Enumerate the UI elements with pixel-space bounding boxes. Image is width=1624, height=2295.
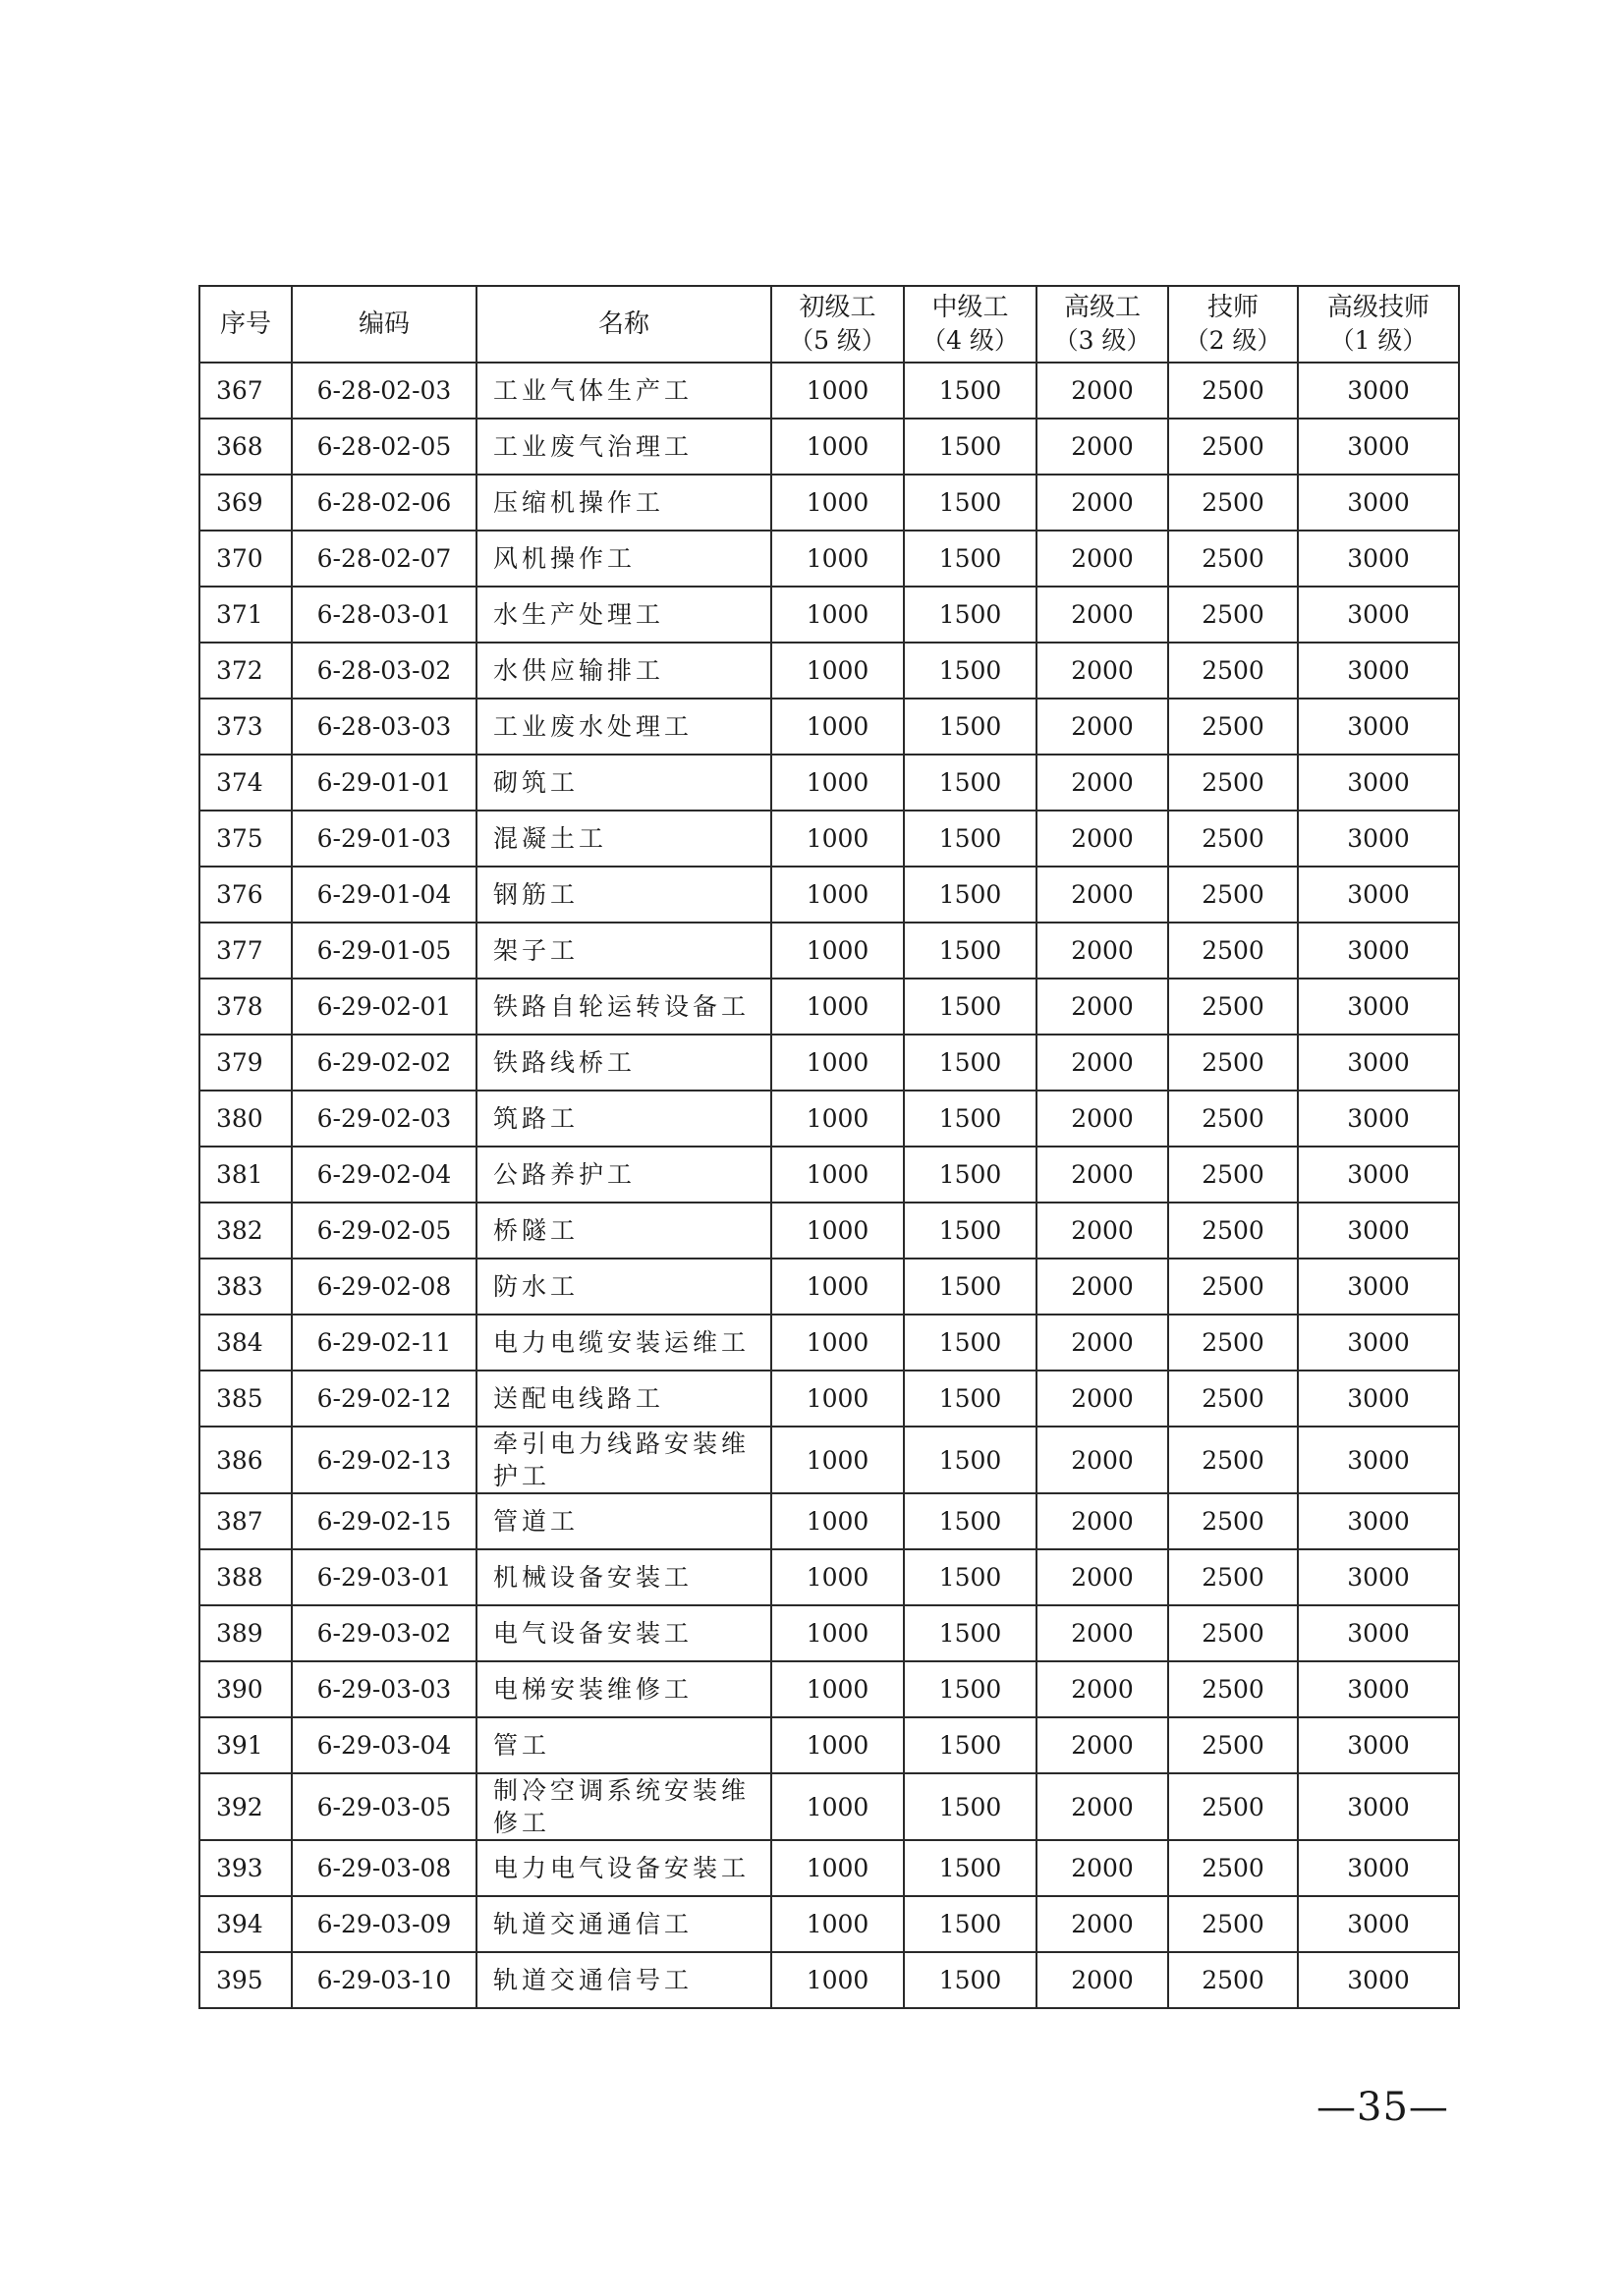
cell-level-1: 3000 (1298, 1493, 1459, 1549)
cell-level-5: 1000 (771, 1717, 904, 1773)
cell-level-3: 2000 (1036, 699, 1168, 755)
cell-code: 6-29-02-13 (292, 1427, 476, 1493)
cell-level-4: 1500 (904, 1840, 1036, 1896)
cell-code: 6-29-03-10 (292, 1952, 476, 2008)
cell-index: 367 (199, 363, 292, 419)
cell-level-4: 1500 (904, 867, 1036, 923)
table-row (199, 643, 1459, 699)
cell-name: 桥隧工 (476, 1203, 771, 1259)
table-row (199, 1493, 1459, 1549)
cell-level-1: 3000 (1298, 1427, 1459, 1493)
cell-index: 381 (199, 1147, 292, 1203)
cell-code: 6-29-03-05 (292, 1773, 476, 1840)
cell-code: 6-29-01-04 (292, 867, 476, 923)
table-row (199, 1147, 1459, 1203)
cell-index: 385 (199, 1371, 292, 1427)
cell-level-2: 2500 (1168, 1840, 1298, 1896)
cell-level-1: 3000 (1298, 1605, 1459, 1661)
cell-level-4: 1500 (904, 1091, 1036, 1147)
cell-level-1: 3000 (1298, 587, 1459, 643)
header-level-2: 技师 （2 级） (1168, 286, 1298, 363)
cell-code: 6-28-03-01 (292, 587, 476, 643)
table-body (199, 363, 1459, 2008)
cell-name: 水供应输排工 (476, 643, 771, 699)
cell-index: 393 (199, 1840, 292, 1896)
cell-level-5: 1000 (771, 475, 904, 531)
cell-level-5: 1000 (771, 1549, 904, 1605)
cell-level-1: 3000 (1298, 1773, 1459, 1840)
cell-level-1: 3000 (1298, 1315, 1459, 1371)
cell-level-4: 1500 (904, 475, 1036, 531)
cell-name: 砌筑工 (476, 755, 771, 811)
cell-level-5: 1000 (771, 923, 904, 979)
cell-code: 6-28-02-06 (292, 475, 476, 531)
cell-level-3: 2000 (1036, 531, 1168, 587)
cell-level-3: 2000 (1036, 923, 1168, 979)
cell-level-5: 1000 (771, 1661, 904, 1717)
cell-level-2: 2500 (1168, 979, 1298, 1035)
cell-level-4: 1500 (904, 979, 1036, 1035)
cell-level-2: 2500 (1168, 1147, 1298, 1203)
cell-level-2: 2500 (1168, 1952, 1298, 2008)
cell-level-2: 2500 (1168, 699, 1298, 755)
cell-code: 6-29-03-01 (292, 1549, 476, 1605)
cell-name: 防水工 (476, 1259, 771, 1315)
cell-level-2: 2500 (1168, 1717, 1298, 1773)
table-row (199, 811, 1459, 867)
table-row (199, 587, 1459, 643)
cell-index: 380 (199, 1091, 292, 1147)
cell-level-3: 2000 (1036, 1371, 1168, 1427)
cell-level-1: 3000 (1298, 1840, 1459, 1896)
cell-level-3: 2000 (1036, 755, 1168, 811)
cell-name: 筑路工 (476, 1091, 771, 1147)
cell-level-5: 1000 (771, 811, 904, 867)
cell-level-5: 1000 (771, 1035, 904, 1091)
cell-level-5: 1000 (771, 531, 904, 587)
cell-level-1: 3000 (1298, 1203, 1459, 1259)
cell-index: 379 (199, 1035, 292, 1091)
cell-name: 铁路线桥工 (476, 1035, 771, 1091)
cell-level-3: 2000 (1036, 1259, 1168, 1315)
table-row (199, 1773, 1459, 1840)
cell-level-3: 2000 (1036, 1952, 1168, 2008)
cell-name: 混凝土工 (476, 811, 771, 867)
header-code: 编码 (292, 286, 476, 363)
cell-level-5: 1000 (771, 1605, 904, 1661)
cell-level-2: 2500 (1168, 1661, 1298, 1717)
cell-level-5: 1000 (771, 1371, 904, 1427)
cell-level-4: 1500 (904, 1952, 1036, 2008)
cell-level-2: 2500 (1168, 1259, 1298, 1315)
cell-index: 370 (199, 531, 292, 587)
table-row (199, 1661, 1459, 1717)
table-row (199, 1549, 1459, 1605)
cell-index: 382 (199, 1203, 292, 1259)
cell-name: 轨道交通信号工 (476, 1952, 771, 2008)
cell-level-5: 1000 (771, 755, 904, 811)
cell-code: 6-29-03-04 (292, 1717, 476, 1773)
cell-name: 机械设备安装工 (476, 1549, 771, 1605)
cell-level-2: 2500 (1168, 363, 1298, 419)
cell-level-4: 1500 (904, 419, 1036, 475)
cell-index: 369 (199, 475, 292, 531)
cell-code: 6-29-03-02 (292, 1605, 476, 1661)
cell-level-1: 3000 (1298, 1371, 1459, 1427)
cell-level-2: 2500 (1168, 531, 1298, 587)
cell-level-4: 1500 (904, 1147, 1036, 1203)
cell-level-4: 1500 (904, 1315, 1036, 1371)
cell-index: 395 (199, 1952, 292, 2008)
cell-level-4: 1500 (904, 363, 1036, 419)
cell-level-2: 2500 (1168, 1203, 1298, 1259)
cell-level-5: 1000 (771, 1091, 904, 1147)
header-index: 序号 (199, 286, 292, 363)
cell-level-4: 1500 (904, 1035, 1036, 1091)
cell-level-5: 1000 (771, 867, 904, 923)
cell-level-3: 2000 (1036, 1840, 1168, 1896)
cell-level-4: 1500 (904, 1773, 1036, 1840)
cell-level-1: 3000 (1298, 699, 1459, 755)
table-row (199, 867, 1459, 923)
cell-name: 牵引电力线路安装维护工 (476, 1427, 771, 1493)
cell-level-3: 2000 (1036, 811, 1168, 867)
cell-level-3: 2000 (1036, 475, 1168, 531)
cell-level-5: 1000 (771, 1773, 904, 1840)
cell-index: 376 (199, 867, 292, 923)
cell-code: 6-29-02-15 (292, 1493, 476, 1549)
cell-name: 电力电缆安装运维工 (476, 1315, 771, 1371)
cell-level-3: 2000 (1036, 867, 1168, 923)
cell-name: 管道工 (476, 1493, 771, 1549)
cell-level-3: 2000 (1036, 979, 1168, 1035)
cell-index: 378 (199, 979, 292, 1035)
cell-level-4: 1500 (904, 1203, 1036, 1259)
cell-level-5: 1000 (771, 1840, 904, 1896)
cell-level-4: 1500 (904, 1493, 1036, 1549)
cell-level-1: 3000 (1298, 923, 1459, 979)
cell-code: 6-29-02-02 (292, 1035, 476, 1091)
table-row (199, 755, 1459, 811)
cell-name: 架子工 (476, 923, 771, 979)
cell-code: 6-29-03-08 (292, 1840, 476, 1896)
cell-level-1: 3000 (1298, 1035, 1459, 1091)
cell-level-4: 1500 (904, 1427, 1036, 1493)
cell-name: 压缩机操作工 (476, 475, 771, 531)
cell-index: 386 (199, 1427, 292, 1493)
cell-code: 6-29-02-04 (292, 1147, 476, 1203)
cell-code: 6-29-01-05 (292, 923, 476, 979)
header-level-1: 高级技师 （1 级） (1298, 286, 1459, 363)
cell-index: 375 (199, 811, 292, 867)
cell-name: 工业废水处理工 (476, 699, 771, 755)
cell-code: 6-29-03-09 (292, 1896, 476, 1952)
table-row (199, 531, 1459, 587)
cell-code: 6-29-02-11 (292, 1315, 476, 1371)
cell-index: 388 (199, 1549, 292, 1605)
cell-index: 371 (199, 587, 292, 643)
cell-level-2: 2500 (1168, 587, 1298, 643)
cell-index: 377 (199, 923, 292, 979)
table-row (199, 1035, 1459, 1091)
cell-name: 铁路自轮运转设备工 (476, 979, 771, 1035)
cell-name: 管工 (476, 1717, 771, 1773)
cell-level-1: 3000 (1298, 1661, 1459, 1717)
table-row (199, 979, 1459, 1035)
cell-level-5: 1000 (771, 1147, 904, 1203)
cell-name: 电气设备安装工 (476, 1605, 771, 1661)
table-row (199, 1091, 1459, 1147)
cell-level-1: 3000 (1298, 1717, 1459, 1773)
cell-level-3: 2000 (1036, 587, 1168, 643)
cell-level-1: 3000 (1298, 867, 1459, 923)
cell-name: 电力电气设备安装工 (476, 1840, 771, 1896)
table-row (199, 475, 1459, 531)
cell-level-4: 1500 (904, 1549, 1036, 1605)
cell-index: 391 (199, 1717, 292, 1773)
table-row (199, 1840, 1459, 1896)
table-row (199, 699, 1459, 755)
cell-level-5: 1000 (771, 699, 904, 755)
cell-name: 工业气体生产工 (476, 363, 771, 419)
header-name: 名称 (476, 286, 771, 363)
cell-level-4: 1500 (904, 1661, 1036, 1717)
cell-level-1: 3000 (1298, 1259, 1459, 1315)
table-row (199, 419, 1459, 475)
cell-level-3: 2000 (1036, 1549, 1168, 1605)
cell-name: 电梯安装维修工 (476, 1661, 771, 1717)
cell-level-3: 2000 (1036, 1315, 1168, 1371)
cell-level-2: 2500 (1168, 1773, 1298, 1840)
cell-level-5: 1000 (771, 979, 904, 1035)
cell-level-2: 2500 (1168, 1493, 1298, 1549)
cell-level-1: 3000 (1298, 643, 1459, 699)
table-row (199, 1315, 1459, 1371)
cell-level-2: 2500 (1168, 643, 1298, 699)
cell-level-3: 2000 (1036, 1203, 1168, 1259)
table-row (199, 1427, 1459, 1493)
cell-level-5: 1000 (771, 1259, 904, 1315)
cell-index: 374 (199, 755, 292, 811)
cell-level-1: 3000 (1298, 531, 1459, 587)
cell-index: 394 (199, 1896, 292, 1952)
cell-level-4: 1500 (904, 531, 1036, 587)
table-row (199, 1605, 1459, 1661)
cell-name: 风机操作工 (476, 531, 771, 587)
cell-level-2: 2500 (1168, 811, 1298, 867)
cell-level-3: 2000 (1036, 1773, 1168, 1840)
cell-level-5: 1000 (771, 587, 904, 643)
header-level-4: 中级工 （4 级） (904, 286, 1036, 363)
cell-level-5: 1000 (771, 363, 904, 419)
cell-level-2: 2500 (1168, 1605, 1298, 1661)
cell-level-5: 1000 (771, 419, 904, 475)
header-level-5: 初级工 （5 级） (771, 286, 904, 363)
cell-code: 6-28-03-02 (292, 643, 476, 699)
cell-level-2: 2500 (1168, 1315, 1298, 1371)
cell-level-2: 2500 (1168, 1896, 1298, 1952)
cell-level-3: 2000 (1036, 419, 1168, 475)
cell-level-3: 2000 (1036, 1147, 1168, 1203)
cell-index: 392 (199, 1773, 292, 1840)
cell-level-1: 3000 (1298, 755, 1459, 811)
cell-level-4: 1500 (904, 1896, 1036, 1952)
cell-level-1: 3000 (1298, 811, 1459, 867)
cell-level-2: 2500 (1168, 1549, 1298, 1605)
cell-level-3: 2000 (1036, 363, 1168, 419)
cell-index: 390 (199, 1661, 292, 1717)
cell-index: 373 (199, 699, 292, 755)
cell-level-4: 1500 (904, 923, 1036, 979)
table-row (199, 363, 1459, 419)
cell-code: 6-29-03-03 (292, 1661, 476, 1717)
cell-level-3: 2000 (1036, 1661, 1168, 1717)
cell-level-4: 1500 (904, 1259, 1036, 1315)
cell-level-2: 2500 (1168, 1427, 1298, 1493)
cell-level-3: 2000 (1036, 1717, 1168, 1773)
cell-index: 383 (199, 1259, 292, 1315)
cell-name: 公路养护工 (476, 1147, 771, 1203)
header-level-3: 高级工 （3 级） (1036, 286, 1168, 363)
cell-code: 6-28-02-05 (292, 419, 476, 475)
cell-level-5: 1000 (771, 1315, 904, 1371)
cell-level-4: 1500 (904, 587, 1036, 643)
cell-level-5: 1000 (771, 1493, 904, 1549)
cell-index: 389 (199, 1605, 292, 1661)
cell-level-3: 2000 (1036, 1605, 1168, 1661)
cell-level-2: 2500 (1168, 475, 1298, 531)
cell-level-2: 2500 (1168, 923, 1298, 979)
table-row (199, 923, 1459, 979)
table-row (199, 1896, 1459, 1952)
cell-level-3: 2000 (1036, 1091, 1168, 1147)
cell-level-4: 1500 (904, 643, 1036, 699)
cell-level-4: 1500 (904, 1605, 1036, 1661)
cell-level-4: 1500 (904, 699, 1036, 755)
cell-level-4: 1500 (904, 811, 1036, 867)
table-row (199, 1717, 1459, 1773)
cell-level-3: 2000 (1036, 643, 1168, 699)
cell-level-4: 1500 (904, 1371, 1036, 1427)
cell-code: 6-29-02-08 (292, 1259, 476, 1315)
cell-code: 6-28-02-03 (292, 363, 476, 419)
cell-level-2: 2500 (1168, 1091, 1298, 1147)
table-header-row (199, 286, 1459, 363)
cell-level-4: 1500 (904, 755, 1036, 811)
cell-code: 6-29-01-03 (292, 811, 476, 867)
cell-level-5: 1000 (771, 1427, 904, 1493)
cell-name: 工业废气治理工 (476, 419, 771, 475)
table-row (199, 1259, 1459, 1315)
cell-level-1: 3000 (1298, 363, 1459, 419)
cell-code: 6-29-02-01 (292, 979, 476, 1035)
cell-level-1: 3000 (1298, 1549, 1459, 1605)
cell-level-1: 3000 (1298, 1091, 1459, 1147)
cell-code: 6-28-02-07 (292, 531, 476, 587)
table-row (199, 1371, 1459, 1427)
cell-level-1: 3000 (1298, 475, 1459, 531)
cell-level-5: 1000 (771, 643, 904, 699)
cell-level-1: 3000 (1298, 979, 1459, 1035)
cell-name: 制冷空调系统安装维修工 (476, 1773, 771, 1840)
cell-level-1: 3000 (1298, 1952, 1459, 2008)
cell-level-5: 1000 (771, 1952, 904, 2008)
cell-level-1: 3000 (1298, 1147, 1459, 1203)
cell-code: 6-29-02-12 (292, 1371, 476, 1427)
cell-level-3: 2000 (1036, 1493, 1168, 1549)
cell-level-2: 2500 (1168, 867, 1298, 923)
cell-level-2: 2500 (1168, 1371, 1298, 1427)
cell-level-2: 2500 (1168, 1035, 1298, 1091)
page-number: —35— (1316, 2085, 1449, 2130)
cell-index: 387 (199, 1493, 292, 1549)
cell-level-3: 2000 (1036, 1427, 1168, 1493)
cell-level-5: 1000 (771, 1203, 904, 1259)
cell-level-2: 2500 (1168, 419, 1298, 475)
table-row (199, 1952, 1459, 2008)
cell-level-1: 3000 (1298, 1896, 1459, 1952)
table-row (199, 1203, 1459, 1259)
cell-name: 送配电线路工 (476, 1371, 771, 1427)
cell-code: 6-28-03-03 (292, 699, 476, 755)
cell-level-1: 3000 (1298, 419, 1459, 475)
cell-index: 384 (199, 1315, 292, 1371)
cell-level-2: 2500 (1168, 755, 1298, 811)
cell-code: 6-29-02-03 (292, 1091, 476, 1147)
cell-code: 6-29-01-01 (292, 755, 476, 811)
cell-name: 轨道交通通信工 (476, 1896, 771, 1952)
cell-index: 372 (199, 643, 292, 699)
cell-level-3: 2000 (1036, 1896, 1168, 1952)
cell-name: 水生产处理工 (476, 587, 771, 643)
cell-level-4: 1500 (904, 1717, 1036, 1773)
cell-name: 钢筋工 (476, 867, 771, 923)
cell-code: 6-29-02-05 (292, 1203, 476, 1259)
cell-index: 368 (199, 419, 292, 475)
subsidy-table (198, 285, 1460, 2009)
cell-level-3: 2000 (1036, 1035, 1168, 1091)
cell-level-5: 1000 (771, 1896, 904, 1952)
